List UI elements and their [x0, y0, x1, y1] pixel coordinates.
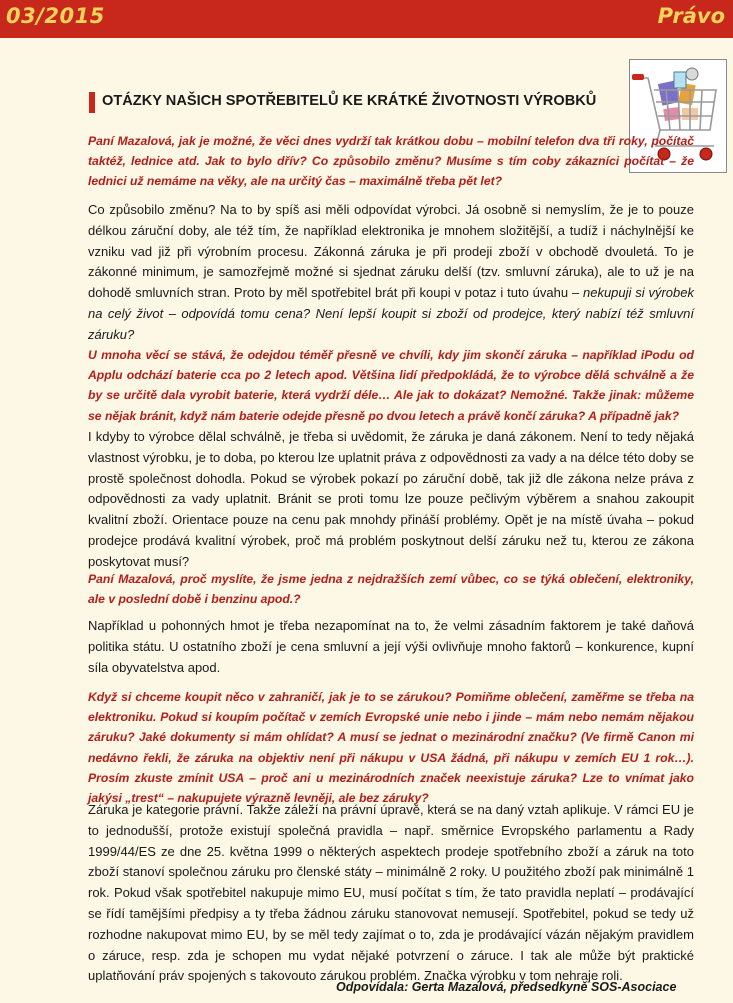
- question-1: Paní Mazalová, jak je možné, že věci dnes vydrží tak krátkou dobu – mobilní telefon dva tři roky, počítač taktéž, lednice atd. Jak to bylo dřív? Co způsobilo změnu? Musíme s tím coby zákazníci počítat – že lednici už nemáme na věky, ale na určitý čas – maximálně třeba pět let?: [88, 134, 694, 189]
- signature: Odpovídala: Gerta Mazalová, předsedkyně SOS-Asociace: [336, 980, 677, 994]
- question-4: Když si chceme koupit něco v zahraničí, jak je to se zárukou? Pomiňme oblečení, zaměřme se třeba na elektroniku. Pokud si koupím počítač v zemích Evropské unie nebo i jinde – mám nebo nemám nějakou záruku? Jaké dokumenty si mám ohlídat? A musí se jednat o mezinárodní značku? (Ve firmě Canon mi nedávno řekli, že záruka na objektiv není při nákupu v USA žádná, při nákupu v zemích EU 1 rok…). Prosím zkuste zmínit USA – proč ani u mezinárodních značek neexistuje záruka? Lze to vnímat jako jakýsi „trest“ – nakupujete výrazně levněji, ale bez záruky?: [88, 690, 694, 806]
- question-3: Paní Mazalová, proč myslíte, že jsme jedna z nejdražších zemí vůbec, co se týká oblečení, elektroniky, ale v poslední době i benzinu apod.?: [88, 572, 694, 607]
- issue-number: 03/2015: [6, 4, 105, 28]
- answer-1: [88, 200, 694, 346]
- answer-4: Záruka je kategorie právní. Takže záleží na právní úpravě, která se na daný vztah aplikuje. V rámci EU je to jednodušší, protože existují společná pravidla – např. směrnice Evropského parlamentu a Rady 1999/44/ES ze dne 25. května 1999 o některých aspektech prodeje spotřebního zboží a záruk na toto zboží stanoví společnou záruku pro členské státy – minimálně 2 roky. U použitého zboží pak minimálně 1 rok. Pokud však spotřebitel nakupuje mimo EU, musí počítat s tím, že tato pravidla neplatí – prodávající se řídí tamějšími předpisy a ty třeba žádnou záruku stanovovat nemusejí. Spotřebitel, pokud se tedy už rozhodne nakupovat mimo EU, by se měl tedy zajímat o to, zda je prodávající vázán nějakým pravidlem o záruce, resp. zda je schopen mu vydat nějaké potvrzení o záruce. I tak ale může být praktické uplatňování práv spojených s takovouto zárukou problém. Značka výrobku v tom nehraje roli.: [88, 802, 694, 984]
- page-header: [0, 0, 733, 38]
- section-name: Právo: [657, 4, 725, 28]
- question-2: U mnoha věcí se stává, že odejdou téměř přesně ve chvíli, kdy jim skončí záruka – například iPodu od Applu odchází baterie cca po 2 letech apod. Většina lidí předpokládá, že to výrobce dělá schválně a že by se určitě dala vyrobit baterie, která vydrží déle… Ale jak to dokázat? Nemožné. Takže jinak: můžeme se nějak bránit, když nám baterie odejde přesně po dvou letech a právě končí záruka? A případně jak?: [88, 348, 694, 423]
- article-title: OTÁZKY NAŠICH SPOTŘEBITELŮ KE KRÁTKÉ ŽIVOTNOSTI VÝROBKŮ: [102, 93, 597, 109]
- answer-2: I kdyby to výrobce dělal schválně, je třeba si uvědomit, že záruka je daná zákonem. Není to tedy nějaká vlastnost výrobku, je to doba, po kterou lze uplatnit práva z odpovědnosti za vady a na délce této doby se prostě společnost dohodla. Pokud se výrobek pokazí po záruční době, tak již dle zákona nelze práva z odpovědnosti za vady uplatnit. Bránit se proti tomu lze pouze pečlivým výběrem a snahou zakoupit kvalitní zboží. Orientace pouze na cenu pak mnohdy přináší problémy. Opět je na místě úvaha – pokud prodejce prodává kvalitní výrobek, proč má problém poskytnout delší záruku než tu, kterou ze zákona poskytovat musí?: [88, 429, 694, 569]
- title-accent-bar: [89, 92, 95, 113]
- answer-1-text: Co způsobilo změnu? Na to by spíš asi měli odpovídat výrobci. Já osobně si nemyslím, že je to pouze délkou záruční doby, ale též tím, že například elektronika je mnohem složitější, a tudíž i náchylnější ke vzniku vad již při výrobním procesu. Zákonná záruka je při prodeji zboží v obchodě dvouletá. To je zákonné minimum, je samozřejmě možné si sjednat záruku delší (tzv. smluvní záruka), ale to už je na dohodě smluvních stran. Proto by měl spotřebitel brát při koupi v potaz i tuto úvahu –: [88, 202, 694, 301]
- answer-1-italic: nekupuji si výrobek na celý život – odpovídá tomu cena? Není lepší koupit si zboží od prodejce, který nabízí též smluvní záruku?: [88, 285, 694, 342]
- answer-3: Například u pohonných hmot je třeba nezapomínat na to, že velmi zásadním faktorem je také daňová politika státu. U ostatního zboží je cena smluvní a její výši ovlivňuje mnoho faktorů – konkurence, kupní síla obyvatelstva apod.: [88, 618, 694, 675]
